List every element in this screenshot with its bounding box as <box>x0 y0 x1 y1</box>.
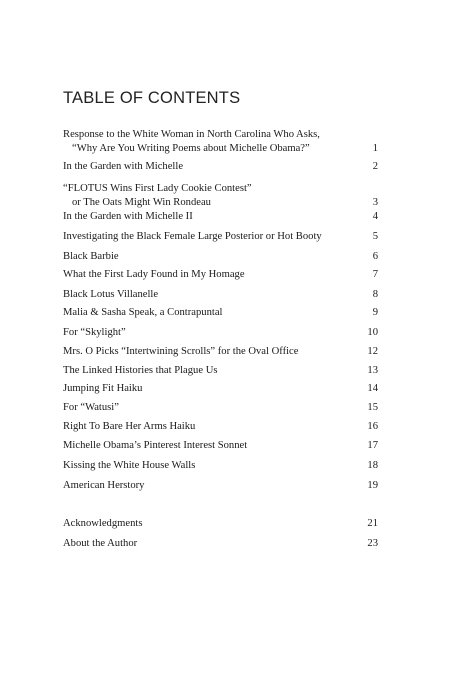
toc-entry-title <box>63 439 353 453</box>
toc-entry-title <box>63 401 353 415</box>
toc-entry-line: For “Watusi” <box>63 402 119 413</box>
toc-entry-title <box>63 459 353 473</box>
toc-entry-title <box>63 326 353 340</box>
toc-entry-page-number: 9 <box>372 307 378 318</box>
toc-entry <box>63 401 378 415</box>
toc-entry-line: or The Oats Might Win Rondeau <box>72 197 211 208</box>
toc-entry <box>63 439 378 453</box>
toc-entry <box>63 306 378 320</box>
toc-entry-line: Mrs. O Picks “Intertwining Scrolls” for the Oval Office <box>63 346 299 357</box>
toc-entry-page-number: 14 <box>367 383 378 394</box>
toc-entry-page-number: 6 <box>372 251 378 262</box>
toc-entry-line: What the First Lady Found in My Homage <box>63 269 245 280</box>
toc-entry <box>63 345 378 359</box>
toc-entry-line: In the Garden with Michelle II <box>63 211 193 222</box>
toc-entry-line: Kissing the White House Walls <box>63 460 196 471</box>
toc-entry-line: American Herstory <box>63 480 145 491</box>
toc-entry-page-number: 13 <box>367 365 378 376</box>
toc-entry-page-number: 1 <box>372 143 378 154</box>
toc-entry <box>63 288 378 302</box>
toc-entry-line: Right To Bare Her Arms Haiku <box>63 421 196 432</box>
toc-entry <box>63 230 378 244</box>
toc-entry-line: “FLOTUS Wins First Lady Cookie Contest” <box>63 183 252 194</box>
toc-entry-title <box>63 364 353 378</box>
toc-entry-page-number: 10 <box>367 327 378 338</box>
toc-entry-line: For “Skylight” <box>63 327 126 338</box>
toc-entry <box>63 250 378 264</box>
toc-entry-page-number: 23 <box>367 538 378 549</box>
toc-entry-title <box>63 382 353 396</box>
toc-entry-title <box>63 128 353 156</box>
toc-entry <box>63 210 378 224</box>
toc-entry <box>63 128 378 156</box>
toc-entry-title <box>63 288 353 302</box>
toc-entry-page-number: 7 <box>372 269 378 280</box>
toc-entry-line: Jumping Fit Haiku <box>63 383 143 394</box>
toc-entry <box>63 537 378 551</box>
toc-entry-page-number: 15 <box>367 402 378 413</box>
toc-entry-title <box>63 230 353 244</box>
toc-entry-page-number: 16 <box>367 421 378 432</box>
toc-entry <box>63 268 378 282</box>
toc-entry-line: Black Lotus Villanelle <box>63 289 159 300</box>
toc-entry-title <box>63 182 353 210</box>
toc-entry <box>63 182 378 210</box>
toc-entry-title <box>63 537 353 551</box>
toc-entry <box>63 326 378 340</box>
toc-entry-title <box>63 420 353 434</box>
toc-entry-line: Black Barbie <box>63 251 119 262</box>
toc-entry-title <box>63 268 353 282</box>
toc-entry-page-number: 3 <box>372 197 378 208</box>
toc-entry-title <box>63 210 353 224</box>
toc-entry-line: “Why Are You Writing Poems about Michelle Obama?” <box>72 143 310 154</box>
toc-entry-page-number: 2 <box>372 161 378 172</box>
toc-entry <box>63 364 378 378</box>
toc-entry-line: In the Garden with Michelle <box>63 161 184 172</box>
toc-entry-page-number: 8 <box>372 289 378 300</box>
toc-entry-title <box>63 517 353 531</box>
toc-entry-title <box>63 345 353 359</box>
toc-entry-page-number: 18 <box>367 460 378 471</box>
toc-entry-line: Investigating the Black Female Large Posterior or Hot Booty <box>63 231 322 242</box>
toc-entry <box>63 459 378 473</box>
toc-entry-line: About the Author <box>63 538 138 549</box>
toc-entry <box>63 160 378 174</box>
toc-entry-page-number: 4 <box>372 211 378 222</box>
toc-entry <box>63 420 378 434</box>
toc-entry-line: Acknowledgments <box>63 518 143 529</box>
toc-entry <box>63 382 378 396</box>
toc-entry <box>63 479 378 493</box>
toc-entry-page-number: 17 <box>367 440 378 451</box>
toc-entry-page-number: 19 <box>367 480 378 491</box>
toc-entry-line: Malia & Sasha Speak, a Contrapuntal <box>63 307 223 318</box>
toc-entry-title <box>63 160 353 174</box>
toc-entry-title <box>63 306 353 320</box>
toc-entry-page-number: 5 <box>372 231 378 242</box>
toc-entry-page-number: 12 <box>367 346 378 357</box>
page-title: TABLE OF CONTENTS <box>63 89 241 107</box>
toc-entry-page-number: 21 <box>367 518 378 529</box>
toc-entry-line: The Linked Histories that Plague Us <box>63 365 218 376</box>
toc-entry-title <box>63 250 353 264</box>
toc-entry-line: Response to the White Woman in North Carolina Who Asks, <box>63 129 320 140</box>
toc-entry <box>63 517 378 531</box>
toc-entry-title <box>63 479 353 493</box>
toc-entry-line: Michelle Obama’s Pinterest Interest Sonnet <box>63 440 248 451</box>
